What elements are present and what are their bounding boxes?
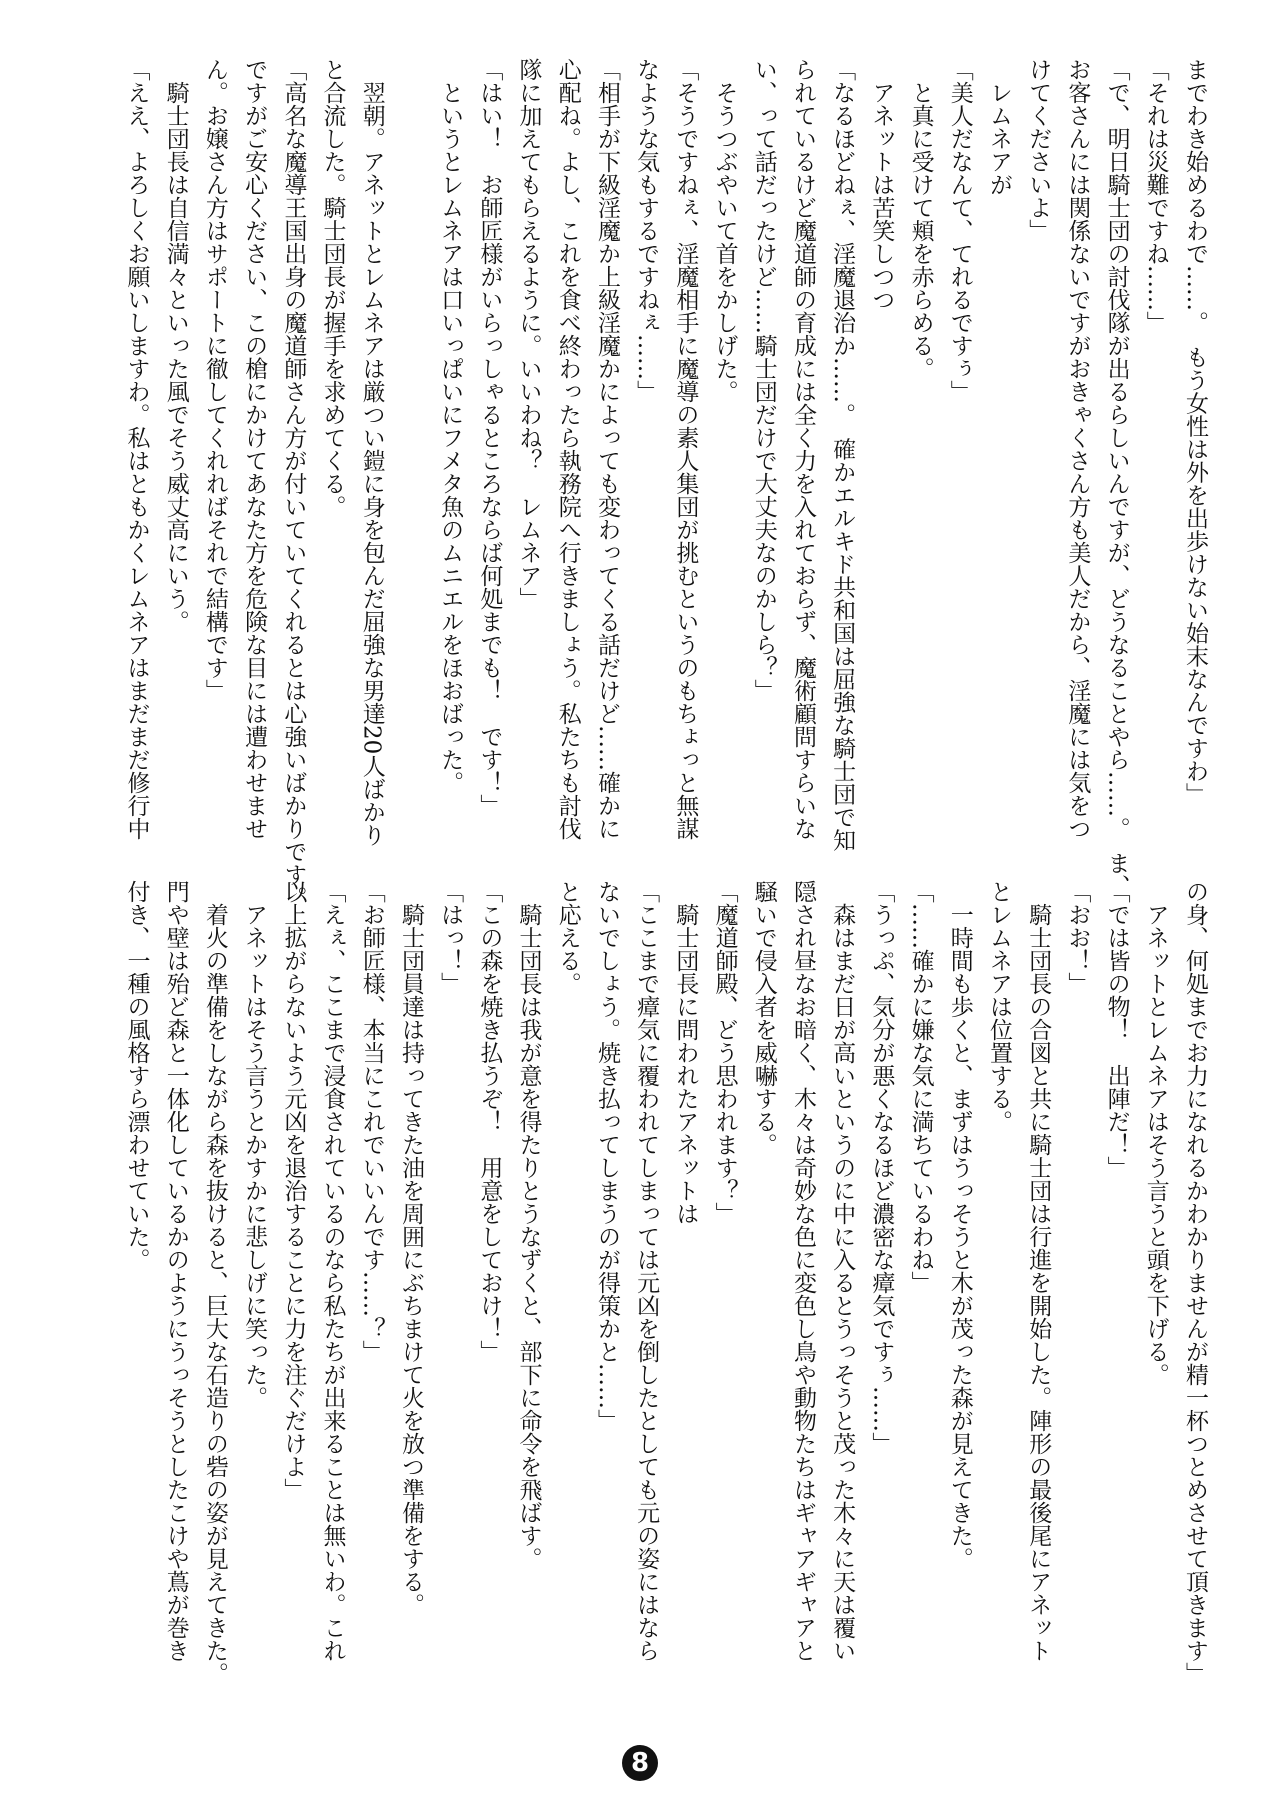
text-column: 着火の準備をしながら森を抜けると、巨大な石造りの砦の姿が見えてきた。 xyxy=(201,880,228,1685)
text-column: 「美人だなんて、てれるですぅ」 xyxy=(946,58,973,403)
text-column: ですがご安心ください、この槍にかけてあなた方を危険な目には遭わせませ xyxy=(241,58,268,840)
text-column: 騎士団長に問われたアネットは xyxy=(672,880,699,1225)
text-column: 「では皆の物！ 出陣だ！」 xyxy=(1103,880,1130,1179)
text-column: ないでしょう。焼き払ってしまうのが得策かと……」 xyxy=(593,880,620,1432)
text-column: 「はっ！」 xyxy=(437,880,464,995)
text-column: なような気もするですねぇ……」 xyxy=(633,58,660,403)
text-column: の身、何処までお力になれるかわかりませんが精一杯つとめさせて頂きます」 xyxy=(1182,880,1208,1685)
text-column: 一時間も歩くと、まずはうっそうと木が茂った森が見えてきた。 xyxy=(946,880,973,1570)
text-column: 隊に加えてもらえるように。いいわね？ レムネア」 xyxy=(515,58,542,610)
text-column: 騎士団員達は持ってきた油を周囲にぶちまけて火を放つ準備をする。 xyxy=(397,880,424,1616)
text-column: 付き、一種の風格すら漂わせていた。 xyxy=(123,880,150,1271)
text-column: とレムネアは位置する。 xyxy=(985,880,1012,1133)
text-column: 騒いで侵入者を威嚇する。 xyxy=(750,880,777,1156)
text-column: 「お師匠様、本当にこれでいいんです……？」 xyxy=(358,880,385,1363)
text-column: 「えぇ、ここまで浸食されているのなら私たちが出来ることは無いわ。これ xyxy=(319,880,346,1662)
text-column: られているけど魔道師の育成には全く力を入れておらず、魔術顧問すらいな xyxy=(789,58,816,840)
text-column: そうつぶやいて首をかしげた。 xyxy=(711,58,738,403)
text-column: と合流した。騎士団長が握手を求めてくる。 xyxy=(319,58,346,518)
text-column: 翌朝。アネットとレムネアは厳つい鎧に身を包んだ屈強な男達20人ばかり xyxy=(358,58,385,847)
text-column: 「なるほどねぇ、淫魔退治か……。 確かエルキド共和国は屈強な騎士団で知 xyxy=(829,58,856,852)
text-column: というとレムネアは口いっぱいにフメタ魚のムニエルをほおばった。 xyxy=(437,58,464,794)
lower-text-block xyxy=(116,880,1214,1700)
text-column: 門や壁は殆ど森と一体化しているかのようにうっそうとしたこけや蔦が巻き xyxy=(162,880,189,1662)
text-column: 騎士団長は自信満々といった風でそう威丈高にいう。 xyxy=(162,58,189,633)
text-column: 「おお！」 xyxy=(1064,880,1091,995)
text-column: 森はまだ日が高いというのに中に入るとうっそうと茂った木々に天は覆い xyxy=(829,880,856,1662)
text-column: 「ええ、よろしくお願いしますわ。私はともかくレムネアはまだまだ修行中 xyxy=(123,58,150,840)
text-column: アネットは苦笑しつつ xyxy=(868,58,895,311)
text-column: 「うっぷ、気分が悪くなるほど濃密な瘴気ですぅ……」 xyxy=(868,880,895,1455)
text-column: までわき始めるわで……。 もう女性は外を出歩けない始末なんですわ」 xyxy=(1182,58,1208,806)
text-column: アネットはそう言うとかすかに悲しげに笑った。 xyxy=(241,880,268,1409)
text-column: 以上拡がらないよう元凶を退治することに力を注ぐだけよ」 xyxy=(280,880,307,1501)
text-column: 「この森を焼き払うぞ！ 用意をしておけ！」 xyxy=(476,880,503,1363)
text-column: 「ここまで瘴気に覆われてしまっては元凶を倒したとしても元の姿にはなら xyxy=(633,880,660,1662)
text-column: お客さんには関係ないですがおきゃくさん方も美人だから、淫魔には気をつ xyxy=(1064,58,1091,840)
text-column: 騎士団長は我が意を得たりとうなずくと、部下に命令を飛ばす。 xyxy=(515,880,542,1570)
upper-text-block xyxy=(116,58,1214,909)
text-column: レムネアが xyxy=(985,58,1012,196)
text-column: けてくださいよ」 xyxy=(1025,58,1052,242)
text-column: アネットとレムネアはそう言うと頭を下げる。 xyxy=(1142,880,1169,1386)
text-column: 騎士団長の合図と共に騎士団は行進を開始した。陣形の最後尾にアネット xyxy=(1025,880,1052,1662)
text-column: 「高名な魔導王国出身の魔道師さん方が付いていてくれるとは心強いばかりです。 xyxy=(280,58,307,909)
text-column: ん。お嬢さん方はサポートに徹してくれればそれで結構です」 xyxy=(201,58,228,702)
text-column: 「で、明日騎士団の討伐隊が出るらしいんですが、どうなることやら……。 ま、 xyxy=(1103,58,1130,898)
text-column: 「魔道師殿、どう思われます？」 xyxy=(711,880,738,1225)
text-column: 「それは災難ですね……」 xyxy=(1142,58,1169,334)
page-number: 8 xyxy=(622,1745,658,1781)
text-column: 隠され昼なお暗く、木々は奇妙な色に変色し鳥や動物たちはギャアギャアと xyxy=(789,880,816,1662)
text-column: と真に受けて頬を赤らめる。 xyxy=(907,58,934,380)
text-column: 「相手が下級淫魔か上級淫魔かによっても変わってくる話だけど……確かに xyxy=(593,58,620,840)
text-column: 「はい！ お師匠様がいらっしゃるところならば何処までも！ です！」 xyxy=(476,58,503,817)
text-column: 「……確かに嫌な気に満ちているわね」 xyxy=(907,880,934,1294)
text-column xyxy=(391,58,430,878)
text-column: い、って話だったけど……騎士団だけで大丈夫なのかしら？」 xyxy=(750,58,777,702)
text-column: と応える。 xyxy=(554,880,581,995)
text-column: 心配ね。よし、これを食べ終わったら執務院へ行きましょう。私たちも討伐 xyxy=(554,58,581,840)
text-column: 「そうですねぇ、淫魔相手に魔導の素人集団が挑むというのもちょっと無謀 xyxy=(672,58,699,840)
